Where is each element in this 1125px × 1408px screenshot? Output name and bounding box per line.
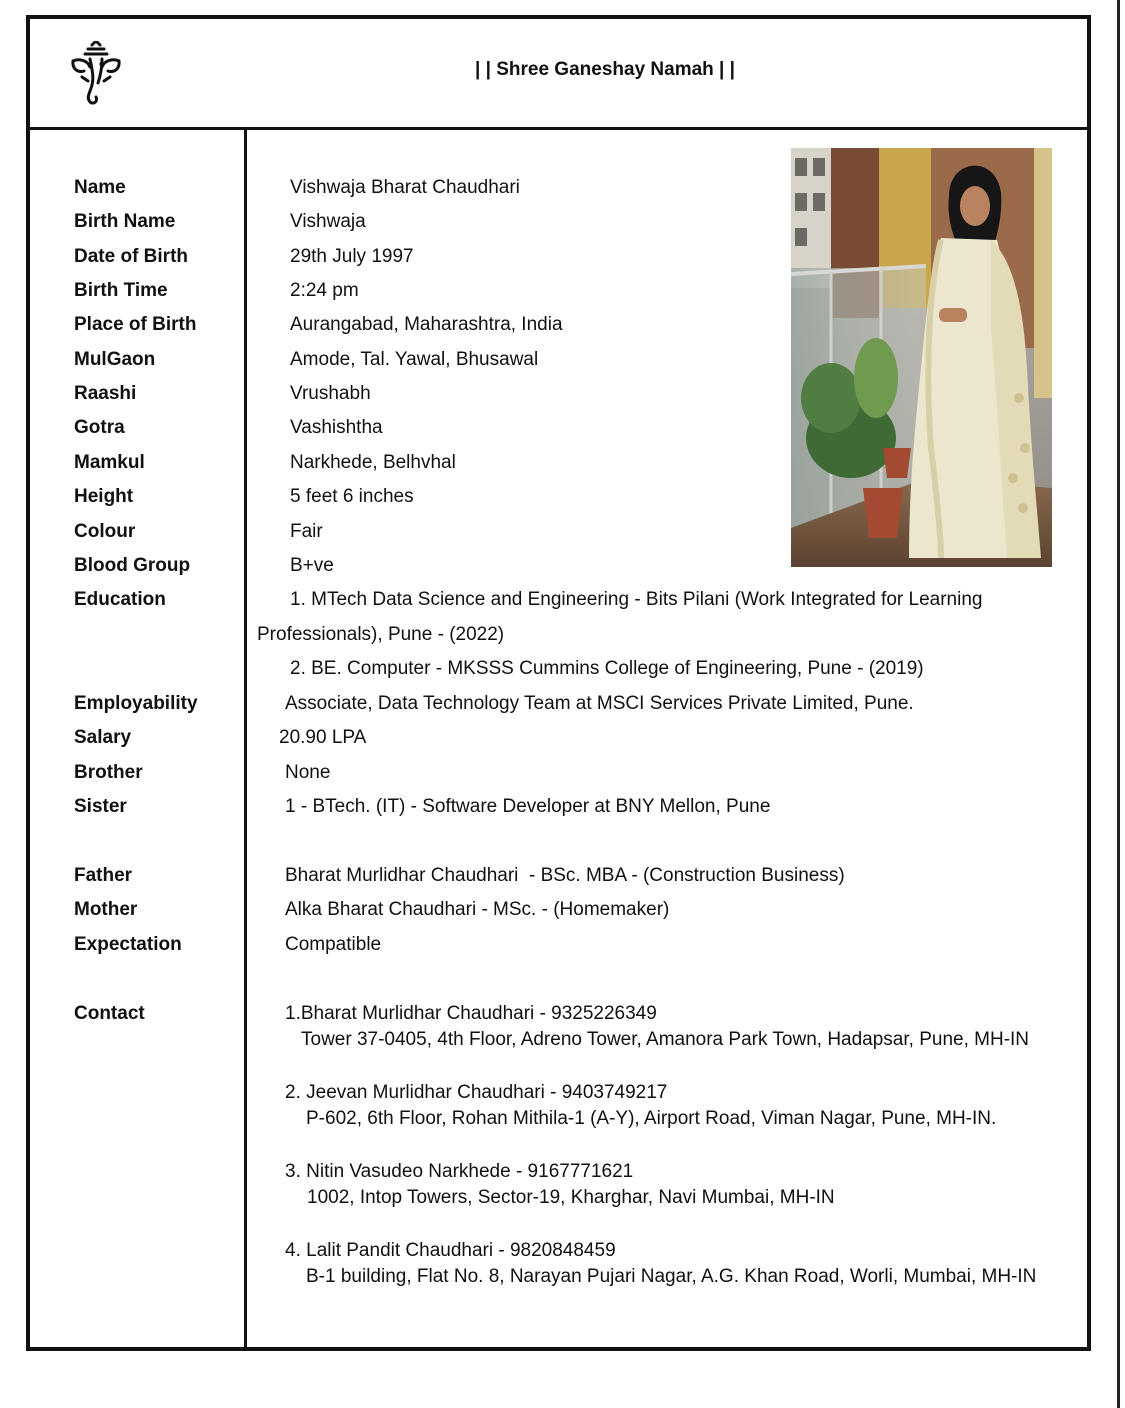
gotra-value: Vashishtha	[290, 417, 383, 438]
expectation-label: Expectation	[74, 934, 182, 955]
contact-2-name: 2. Jeevan Murlidhar Chaudhari - 9403749217	[285, 1082, 668, 1103]
name-value: Vishwaja Bharat Chaudhari	[290, 177, 520, 198]
contact-4-name: 4. Lalit Pandit Chaudhari - 9820848459	[285, 1240, 616, 1261]
ganesha-icon	[70, 41, 122, 107]
raashi-label: Raashi	[74, 383, 137, 404]
name-label: Name	[74, 177, 126, 198]
header	[30, 19, 1087, 130]
education-line-3: 2. BE. Computer - MKSSS Cummins College of Engineering, Pune - (2019)	[290, 658, 924, 679]
height-value: 5 feet 6 inches	[290, 486, 414, 507]
birth-time-label: Birth Time	[74, 280, 168, 301]
raashi-value: Vrushabh	[290, 383, 371, 404]
place-of-birth-label: Place of Birth	[74, 314, 197, 335]
employability-label: Employability	[74, 693, 198, 714]
date-of-birth-label: Date of Birth	[74, 246, 188, 267]
colour-label: Colour	[74, 521, 136, 542]
education-line-1: 1. MTech Data Science and Engineering - Bits Pilani (Work Integrated for Learning	[290, 589, 983, 610]
brother-label: Brother	[74, 762, 143, 783]
date-of-birth-value: 29th July 1997	[290, 246, 414, 267]
sister-label: Sister	[74, 796, 127, 817]
mamkul-label: Mamkul	[74, 452, 145, 473]
portrait-photo	[791, 148, 1052, 567]
page-title: | | Shree Ganeshay Namah | |	[475, 59, 735, 80]
gotra-label: Gotra	[74, 417, 125, 438]
contact-2-address: P-602, 6th Floor, Rohan Mithila-1 (A-Y), Airport Road, Viman Nagar, Pune, MH-IN.	[306, 1108, 997, 1129]
mulgaon-value: Amode, Tal. Yawal, Bhusawal	[290, 349, 539, 370]
column-divider	[244, 130, 247, 1347]
birth-name-label: Birth Name	[74, 211, 176, 232]
education-line-2: Professionals), Pune - (2022)	[257, 624, 505, 645]
contact-label: Contact	[74, 1003, 145, 1024]
contact-3-address: 1002, Intop Towers, Sector-19, Kharghar, Navi Mumbai, MH-IN	[307, 1187, 835, 1208]
father-label: Father	[74, 865, 133, 886]
brother-value: None	[285, 762, 331, 783]
birth-time-value: 2:24 pm	[290, 280, 359, 301]
page-edge-line	[1117, 0, 1120, 1408]
education-label: Education	[74, 589, 166, 610]
mother-label: Mother	[74, 899, 138, 920]
height-label: Height	[74, 486, 134, 507]
colour-value: Fair	[290, 521, 323, 542]
mulgaon-label: MulGaon	[74, 349, 156, 370]
expectation-value: Compatible	[285, 934, 382, 955]
mother-value: Alka Bharat Chaudhari - MSc. - (Homemaker)	[285, 899, 670, 920]
contact-3-name: 3. Nitin Vasudeo Narkhede - 9167771621	[285, 1161, 634, 1182]
mamkul-value: Narkhede, Belhvhal	[290, 452, 456, 473]
biodata-frame	[26, 15, 1091, 1351]
employability-value: Associate, Data Technology Team at MSCI Services Private Limited, Pune.	[285, 693, 914, 714]
salary-label: Salary	[74, 727, 132, 748]
place-of-birth-value: Aurangabad, Maharashtra, India	[290, 314, 563, 335]
blood-group-label: Blood Group	[74, 555, 191, 576]
blood-group-value: B+ve	[290, 555, 334, 576]
salary-value: 20.90 LPA	[279, 727, 367, 748]
birth-name-value: Vishwaja	[290, 211, 366, 232]
contact-1-name: 1.Bharat Murlidhar Chaudhari - 9325226349	[285, 1003, 657, 1024]
contact-4-address: B-1 building, Flat No. 8, Narayan Pujari Nagar, A.G. Khan Road, Worli, Mumbai, MH-IN	[306, 1266, 1037, 1287]
sister-value: 1 - BTech. (IT) - Software Developer at BNY Mellon, Pune	[285, 796, 771, 817]
father-value: Bharat Murlidhar Chaudhari - BSc. MBA - (Construction Business)	[285, 865, 845, 886]
contact-1-address: Tower 37-0405, 4th Floor, Adreno Tower, Amanora Park Town, Hadapsar, Pune, MH-IN	[301, 1029, 1030, 1050]
